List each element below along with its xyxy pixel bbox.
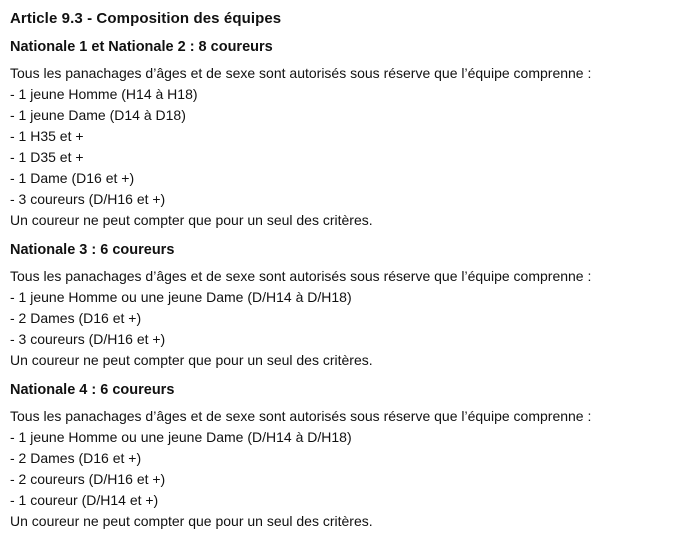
section-nationale-4 xyxy=(10,380,681,532)
list-item: - 1 jeune Dame (D14 à D18) xyxy=(10,107,186,123)
list-item: - 1 Dame (D16 et +) xyxy=(10,170,135,186)
list-item: - 1 jeune Homme ou une jeune Dame (D/H14 à D/H18) xyxy=(10,429,352,445)
list-item: - 1 coureur (D/H14 et +) xyxy=(10,492,159,508)
list-item: - 1 jeune Homme ou une jeune Dame (D/H14 à D/H18) xyxy=(10,289,352,305)
section-intro: Tous les panachages d’âges et de sexe sont autorisés sous réserve que l’équipe comprenne : xyxy=(10,268,592,284)
list-item: - 3 coureurs (D/H16 et +) xyxy=(10,191,166,207)
section-footer: Un coureur ne peut compter que pour un seul des critères. xyxy=(10,212,373,228)
section-heading: Nationale 3 : 6 coureurs xyxy=(10,242,175,258)
section-heading: Nationale 1 et Nationale 2 : 8 coureurs xyxy=(10,39,273,55)
list-item: - 2 Dames (D16 et +) xyxy=(10,310,142,326)
section-heading: Nationale 4 : 6 coureurs xyxy=(10,382,175,398)
section-footer: Un coureur ne peut compter que pour un seul des critères. xyxy=(10,352,373,368)
section-footer: Un coureur ne peut compter que pour un seul des critères. xyxy=(10,513,373,529)
document-page xyxy=(10,8,681,532)
section-nationale-1-2 xyxy=(10,37,681,231)
list-item: - 2 coureurs (D/H16 et +) xyxy=(10,471,166,487)
section-intro: Tous les panachages d’âges et de sexe sont autorisés sous réserve que l’équipe comprenne : xyxy=(10,65,592,81)
section-intro: Tous les panachages d’âges et de sexe sont autorisés sous réserve que l’équipe comprenne : xyxy=(10,408,592,424)
list-item: - 1 D35 et + xyxy=(10,149,84,165)
list-item: - 1 jeune Homme (H14 à H18) xyxy=(10,86,198,102)
list-item: - 2 Dames (D16 et +) xyxy=(10,450,142,466)
list-item: - 3 coureurs (D/H16 et +) xyxy=(10,331,166,347)
section-nationale-3 xyxy=(10,240,681,371)
article-title: Article 9.3 - Composition des équipes xyxy=(10,10,282,27)
list-item: - 1 H35 et + xyxy=(10,128,84,144)
